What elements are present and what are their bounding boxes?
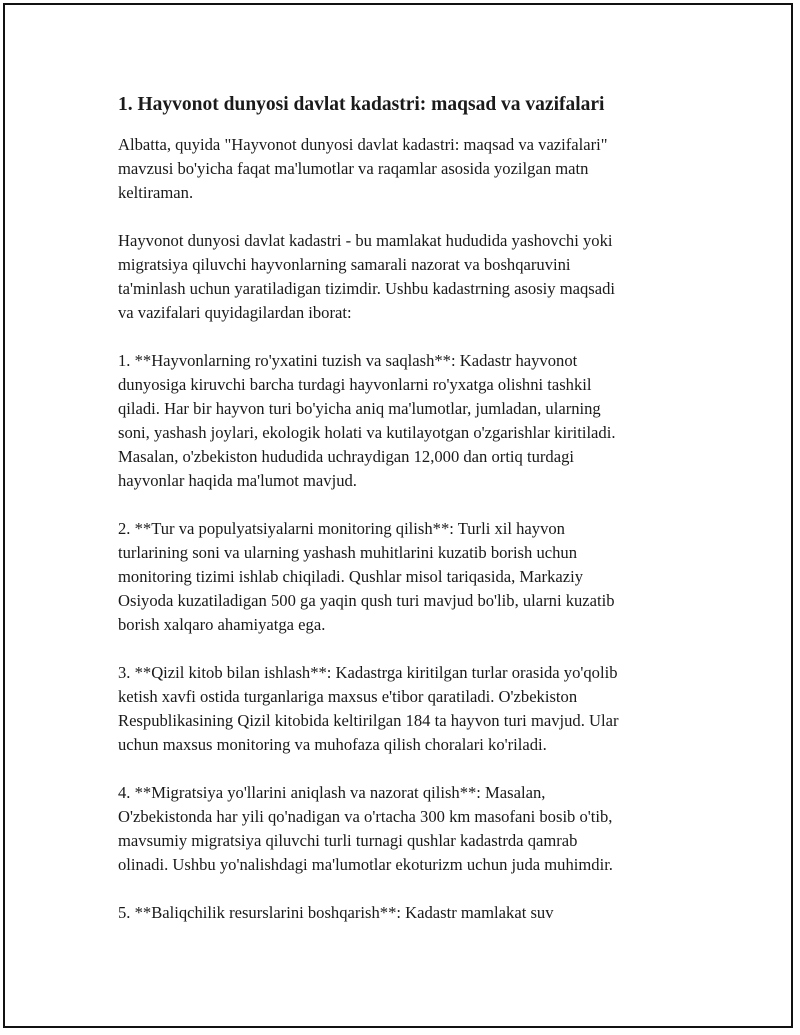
paragraph-line: olinadi. Ushbu yo'nalishdagi ma'lumotlar ekoturizm uchun juda muhimdir. [118,855,613,874]
paragraph [118,517,678,637]
paragraph-line: migratsiya qiluvchi hayvonlarning samarali nazorat va boshqaruvini [118,255,571,274]
paragraph-line: hayvonlar haqida ma'lumot mavjud. [118,471,357,490]
paragraph-line: borish xalqaro ahamiyatga ega. [118,615,326,634]
paragraph-line: Osiyoda kuzatiladigan 500 ga yaqin qush turi mavjud bo'lib, ularni kuzatib [118,591,615,610]
paragraph [118,229,678,325]
paragraph-line: turlarining soni va ularning yashash muhitlarini kuzatib borish uchun [118,543,578,562]
paragraph-list [118,133,678,925]
paragraph [118,781,678,877]
paragraph-line: uchun maxsus monitoring va muhofaza qilish choralari ko'riladi. [118,735,547,754]
paragraph [118,901,678,925]
document-body [118,92,678,949]
paragraph-line: Albatta, quyida "Hayvonot dunyosi davlat kadastri: maqsad va vazifalari" [118,135,608,154]
paragraph-line: O'zbekistonda har yili qo'nadigan va o'rtacha 300 km masofani bosib o'tib, [118,807,613,826]
document-title: 1. Hayvonot dunyosi davlat kadastri: maqsad va vazifalari [118,94,605,115]
paragraph [118,349,678,493]
paragraph-line: va vazifalari quyidagilardan iborat: [118,303,352,322]
paragraph-line: 3. **Qizil kitob bilan ishlash**: Kadastrga kiritilgan turlar orasida yo'qolib [118,663,618,682]
paragraph-line: soni, yashash joylari, ekologik holati va kutilayotgan o'zgarishlar kiritiladi. [118,423,616,442]
paragraph-line: 5. **Baliqchilik resurslarini boshqarish**: Kadastr mamlakat suv [118,903,554,922]
paragraph-line: dunyosiga kiruvchi barcha turdagi hayvonlarni ro'yxatga olishni tashkil [118,375,592,394]
paragraph-line: mavzusi bo'yicha faqat ma'lumotlar va raqamlar asosida yozilgan matn [118,159,589,178]
paragraph-line: ta'minlash uchun yaratiladigan tizimdir. Ushbu kadastrning asosiy maqsadi [118,279,616,298]
paragraph [118,661,678,757]
paragraph-line: ketish xavfi ostida turganlariga maxsus e'tibor qaratiladi. O'zbekiston [118,687,578,706]
paragraph-line: mavsumiy migratsiya qiluvchi turli turnagi qushlar kadastrda qamrab [118,831,578,850]
paragraph [118,133,678,205]
paragraph-line: Hayvonot dunyosi davlat kadastri - bu mamlakat hududida yashovchi yoki [118,231,613,250]
paragraph-line: 1. **Hayvonlarning ro'yxatini tuzish va saqlash**: Kadastr hayvonot [118,351,578,370]
paragraph-line: Respublikasining Qizil kitobida keltirilgan 184 ta hayvon turi mavjud. Ular [118,711,619,730]
paragraph-line: 4. **Migratsiya yo'llarini aniqlash va nazorat qilish**: Masalan, [118,783,546,802]
paragraph-line: Masalan, o'zbekiston hududida uchraydigan 12,000 dan ortiq turdagi [118,447,574,466]
paragraph-line: keltiraman. [118,183,194,202]
paragraph-line: qiladi. Har bir hayvon turi bo'yicha aniq ma'lumotlar, jumladan, ularning [118,399,601,418]
paragraph-line: 2. **Tur va populyatsiyalarni monitoring qilish**: Turli xil hayvon [118,519,565,538]
paragraph-line: monitoring tizimi ishlab chiqiladi. Qushlar misol tariqasida, Markaziy [118,567,583,586]
